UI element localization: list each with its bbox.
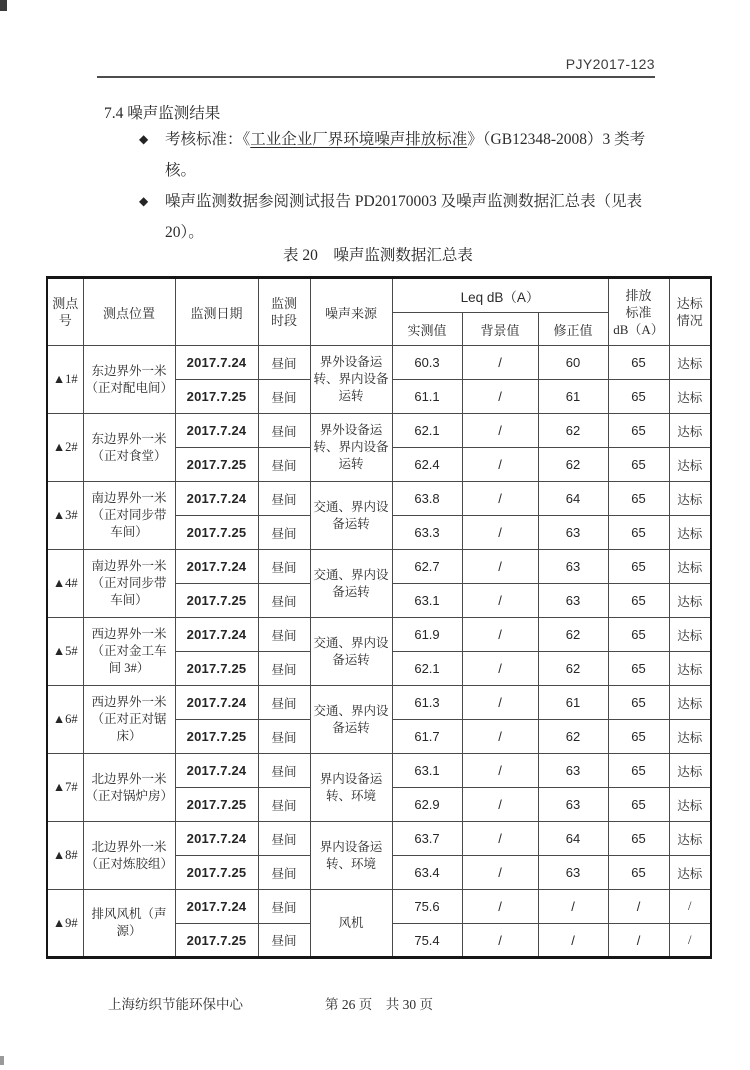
location-cell: 西边界外一米（正对正对锯床） — [83, 686, 175, 754]
col-header-source: 噪声来源 — [310, 278, 392, 346]
corrected-value-cell: 64 — [538, 822, 608, 856]
background-value-cell: / — [462, 788, 538, 822]
location-cell: 排风风机（声源） — [83, 890, 175, 958]
background-value-cell: / — [462, 822, 538, 856]
background-value-cell: / — [462, 414, 538, 448]
table-row — [47, 686, 711, 720]
table-title: 表 20 噪声监测数据汇总表 — [283, 247, 473, 264]
source-cell: 界内设备运转、环境 — [310, 754, 392, 822]
standard-value-cell: 65 — [608, 550, 669, 584]
table-row — [47, 890, 711, 924]
measured-value-cell: 63.8 — [392, 482, 462, 516]
date-cell: 2017.7.25 — [175, 448, 258, 482]
compliance-cell: 达标 — [669, 516, 711, 550]
date-cell: 2017.7.25 — [175, 516, 258, 550]
point-cell: ▲7# — [47, 754, 83, 822]
noise-table-body — [47, 346, 711, 958]
table-header-row — [47, 278, 711, 313]
table-row — [47, 822, 711, 856]
corrected-value-cell: 61 — [538, 380, 608, 414]
col-header-corrected: 修正值 — [538, 313, 608, 346]
standard-value-cell: 65 — [608, 856, 669, 890]
standard-value-cell: 65 — [608, 380, 669, 414]
header-line: 时段 — [270, 313, 297, 328]
standard-value-cell: 65 — [608, 448, 669, 482]
source-cell: 交通、界内设备运转 — [310, 618, 392, 686]
date-cell: 2017.7.24 — [175, 686, 258, 720]
measured-value-cell: 61.1 — [392, 380, 462, 414]
scan-artifact — [0, 0, 7, 11]
noise-data-table — [46, 276, 712, 959]
footer-page-number: 第 26 页 共 30 页 — [325, 997, 433, 1012]
standard-value-cell: / — [608, 924, 669, 958]
period-cell: 昼间 — [258, 448, 310, 482]
col-header-date: 监测日期 — [175, 278, 258, 346]
period-cell: 昼间 — [258, 414, 310, 448]
measured-value-cell: 63.3 — [392, 516, 462, 550]
measured-value-cell: 62.1 — [392, 652, 462, 686]
standard-value-cell: 65 — [608, 346, 669, 380]
compliance-cell: 达标 — [669, 550, 711, 584]
section-title: 7.4 噪声监测结果 — [104, 105, 221, 122]
measured-value-cell: 61.3 — [392, 686, 462, 720]
corrected-value-cell: 62 — [538, 618, 608, 652]
measured-value-cell: 61.7 — [392, 720, 462, 754]
bullet-text-pre: 考核标准：《 — [165, 131, 251, 148]
col-header-standard — [608, 278, 669, 346]
header-line: 排放 — [625, 287, 652, 303]
table-row — [47, 550, 711, 584]
corrected-value-cell: 64 — [538, 482, 608, 516]
measured-value-cell: 61.9 — [392, 618, 462, 652]
col-header-point — [47, 278, 83, 346]
corrected-value-cell: 62 — [538, 652, 608, 686]
date-cell: 2017.7.25 — [175, 720, 258, 754]
point-cell: ▲8# — [47, 822, 83, 890]
background-value-cell: / — [462, 856, 538, 890]
standard-value-cell: 65 — [608, 584, 669, 618]
bullet-text — [165, 186, 662, 248]
compliance-cell: 达标 — [669, 788, 711, 822]
measured-value-cell: 63.1 — [392, 584, 462, 618]
col-header-compliance — [669, 278, 711, 346]
corrected-value-cell: / — [538, 924, 608, 958]
header-line: 监测 — [270, 296, 297, 311]
date-cell: 2017.7.25 — [175, 380, 258, 414]
location-cell: 南边界外一米（正对同步带车间） — [83, 550, 175, 618]
period-cell: 昼间 — [258, 584, 310, 618]
header-line: 情况 — [676, 313, 703, 328]
period-cell: 昼间 — [258, 618, 310, 652]
source-cell: 界内设备运转、环境 — [310, 822, 392, 890]
period-cell: 昼间 — [258, 924, 310, 958]
compliance-cell: 达标 — [669, 584, 711, 618]
date-cell: 2017.7.24 — [175, 550, 258, 584]
measured-value-cell: 62.7 — [392, 550, 462, 584]
bullet-line: 20）。 — [165, 224, 204, 241]
table-row — [47, 618, 711, 652]
background-value-cell: / — [462, 516, 538, 550]
point-cell: ▲5# — [47, 618, 83, 686]
background-value-cell: / — [462, 924, 538, 958]
compliance-cell: 达标 — [669, 686, 711, 720]
location-cell: 北边界外一米（正对炼胶组） — [83, 822, 175, 890]
standard-value-cell: 65 — [608, 720, 669, 754]
doc-number: PJY2017-123 — [565, 56, 655, 72]
header-rule — [97, 76, 655, 78]
compliance-cell: 达标 — [669, 822, 711, 856]
period-cell: 昼间 — [258, 856, 310, 890]
period-cell: 昼间 — [258, 720, 310, 754]
corrected-value-cell: 63 — [538, 788, 608, 822]
point-cell: ▲1# — [47, 346, 83, 414]
period-cell: 昼间 — [258, 686, 310, 720]
period-cell: 昼间 — [258, 380, 310, 414]
standard-value-cell: 65 — [608, 822, 669, 856]
bullet-item — [139, 124, 662, 186]
background-value-cell: / — [462, 550, 538, 584]
point-cell: ▲4# — [47, 550, 83, 618]
date-cell: 2017.7.25 — [175, 584, 258, 618]
source-cell: 交通、界内设备运转 — [310, 686, 392, 754]
col-header-period — [258, 278, 310, 346]
date-cell: 2017.7.24 — [175, 822, 258, 856]
standard-value-cell: 65 — [608, 482, 669, 516]
standard-value-cell: 65 — [608, 686, 669, 720]
period-cell: 昼间 — [258, 754, 310, 788]
compliance-cell: 达标 — [669, 482, 711, 516]
compliance-cell: 达标 — [669, 380, 711, 414]
compliance-cell: 达标 — [669, 856, 711, 890]
measured-value-cell: 62.4 — [392, 448, 462, 482]
header-line: 号 — [58, 313, 72, 328]
corrected-value-cell: 60 — [538, 346, 608, 380]
standard-value-cell: 65 — [608, 516, 669, 550]
location-cell: 西边界外一米（正对金工车间 3#） — [83, 618, 175, 686]
col-header-location: 测点位置 — [83, 278, 175, 346]
standard-value-cell: 65 — [608, 788, 669, 822]
point-cell: ▲2# — [47, 414, 83, 482]
measured-value-cell: 62.9 — [392, 788, 462, 822]
background-value-cell: / — [462, 618, 538, 652]
bullet-text-post: 》（GB12348-2008）3 类考 — [467, 131, 646, 148]
compliance-cell: 达标 — [669, 754, 711, 788]
corrected-value-cell: 62 — [538, 414, 608, 448]
source-cell: 交通、界内设备运转 — [310, 550, 392, 618]
period-cell: 昼间 — [258, 516, 310, 550]
col-header-background: 背景值 — [462, 313, 538, 346]
standard-value-cell: 65 — [608, 652, 669, 686]
date-cell: 2017.7.25 — [175, 652, 258, 686]
background-value-cell: / — [462, 686, 538, 720]
date-cell: 2017.7.24 — [175, 754, 258, 788]
date-cell: 2017.7.24 — [175, 346, 258, 380]
bullet-line: 噪声监测数据参阅测试报告 PD20170003 及噪声监测数据汇总表（见表 — [165, 193, 643, 210]
source-cell: 界外设备运转、界内设备运转 — [310, 414, 392, 482]
corrected-value-cell: 63 — [538, 584, 608, 618]
location-cell: 北边界外一米（正对锅炉房） — [83, 754, 175, 822]
background-value-cell: / — [462, 346, 538, 380]
corrected-value-cell: 63 — [538, 856, 608, 890]
source-cell: 交通、界内设备运转 — [310, 482, 392, 550]
diamond-bullet-icon: ◆ — [139, 132, 149, 146]
standard-value-cell: 65 — [608, 414, 669, 448]
col-header-measured: 实测值 — [392, 313, 462, 346]
compliance-cell: 达标 — [669, 346, 711, 380]
background-value-cell: / — [462, 482, 538, 516]
background-value-cell: / — [462, 652, 538, 686]
corrected-value-cell: 63 — [538, 516, 608, 550]
corrected-value-cell: 63 — [538, 550, 608, 584]
date-cell: 2017.7.25 — [175, 788, 258, 822]
bullet-line — [165, 124, 662, 155]
table-row — [47, 482, 711, 516]
bullet-item — [139, 186, 662, 248]
corrected-value-cell: 62 — [538, 720, 608, 754]
background-value-cell: / — [462, 584, 538, 618]
date-cell: 2017.7.24 — [175, 414, 258, 448]
date-cell: 2017.7.25 — [175, 924, 258, 958]
point-cell: ▲3# — [47, 482, 83, 550]
measured-value-cell: 75.4 — [392, 924, 462, 958]
measured-value-cell: 62.1 — [392, 414, 462, 448]
standard-value-cell: 65 — [608, 618, 669, 652]
period-cell: 昼间 — [258, 822, 310, 856]
table-row — [47, 414, 711, 448]
period-cell: 昼间 — [258, 346, 310, 380]
source-cell: 风机 — [310, 890, 392, 958]
date-cell: 2017.7.25 — [175, 856, 258, 890]
corrected-value-cell: 61 — [538, 686, 608, 720]
compliance-cell: 达标 — [669, 720, 711, 754]
period-cell: 昼间 — [258, 890, 310, 924]
background-value-cell: / — [462, 448, 538, 482]
table-row — [47, 754, 711, 788]
period-cell: 昼间 — [258, 550, 310, 584]
measured-value-cell: 63.1 — [392, 754, 462, 788]
col-header-leq-group: Leq dB（A） — [392, 278, 608, 313]
location-cell: 东边界外一米（正对配电间） — [83, 346, 175, 414]
date-cell: 2017.7.24 — [175, 890, 258, 924]
bullet-list — [139, 124, 662, 248]
bullet-line: 核。 — [165, 162, 197, 179]
point-cell: ▲6# — [47, 686, 83, 754]
measured-value-cell: 75.6 — [392, 890, 462, 924]
header-line: 标准 — [625, 304, 652, 320]
compliance-cell: 达标 — [669, 652, 711, 686]
location-cell: 南边界外一米（正对同步带车间） — [83, 482, 175, 550]
date-cell: 2017.7.24 — [175, 482, 258, 516]
standard-name-underlined: 工业企业厂界环境噪声排放标准 — [250, 131, 468, 148]
header-line: dB（A） — [613, 321, 664, 337]
measured-value-cell: 63.4 — [392, 856, 462, 890]
period-cell: 昼间 — [258, 482, 310, 516]
compliance-cell: / — [669, 890, 711, 924]
table-row — [47, 346, 711, 380]
compliance-cell: 达标 — [669, 448, 711, 482]
compliance-cell: 达标 — [669, 618, 711, 652]
bullet-text — [165, 124, 662, 186]
location-cell: 东边界外一米（正对食堂） — [83, 414, 175, 482]
scan-artifact — [0, 1056, 4, 1065]
measured-value-cell: 63.7 — [392, 822, 462, 856]
measured-value-cell: 60.3 — [392, 346, 462, 380]
period-cell: 昼间 — [258, 652, 310, 686]
point-cell: ▲9# — [47, 890, 83, 958]
background-value-cell: / — [462, 720, 538, 754]
corrected-value-cell: 62 — [538, 448, 608, 482]
background-value-cell: / — [462, 754, 538, 788]
header-line: 测点 — [52, 296, 79, 311]
source-cell: 界外设备运转、界内设备运转 — [310, 346, 392, 414]
compliance-cell: / — [669, 924, 711, 958]
header-line: 达标 — [676, 296, 703, 311]
footer-org: 上海纺织节能环保中心 — [108, 997, 243, 1012]
background-value-cell: / — [462, 380, 538, 414]
background-value-cell: / — [462, 890, 538, 924]
corrected-value-cell: 63 — [538, 754, 608, 788]
standard-value-cell: 65 — [608, 754, 669, 788]
diamond-bullet-icon: ◆ — [139, 194, 149, 208]
period-cell: 昼间 — [258, 788, 310, 822]
date-cell: 2017.7.24 — [175, 618, 258, 652]
compliance-cell: 达标 — [669, 414, 711, 448]
corrected-value-cell: / — [538, 890, 608, 924]
standard-value-cell: / — [608, 890, 669, 924]
